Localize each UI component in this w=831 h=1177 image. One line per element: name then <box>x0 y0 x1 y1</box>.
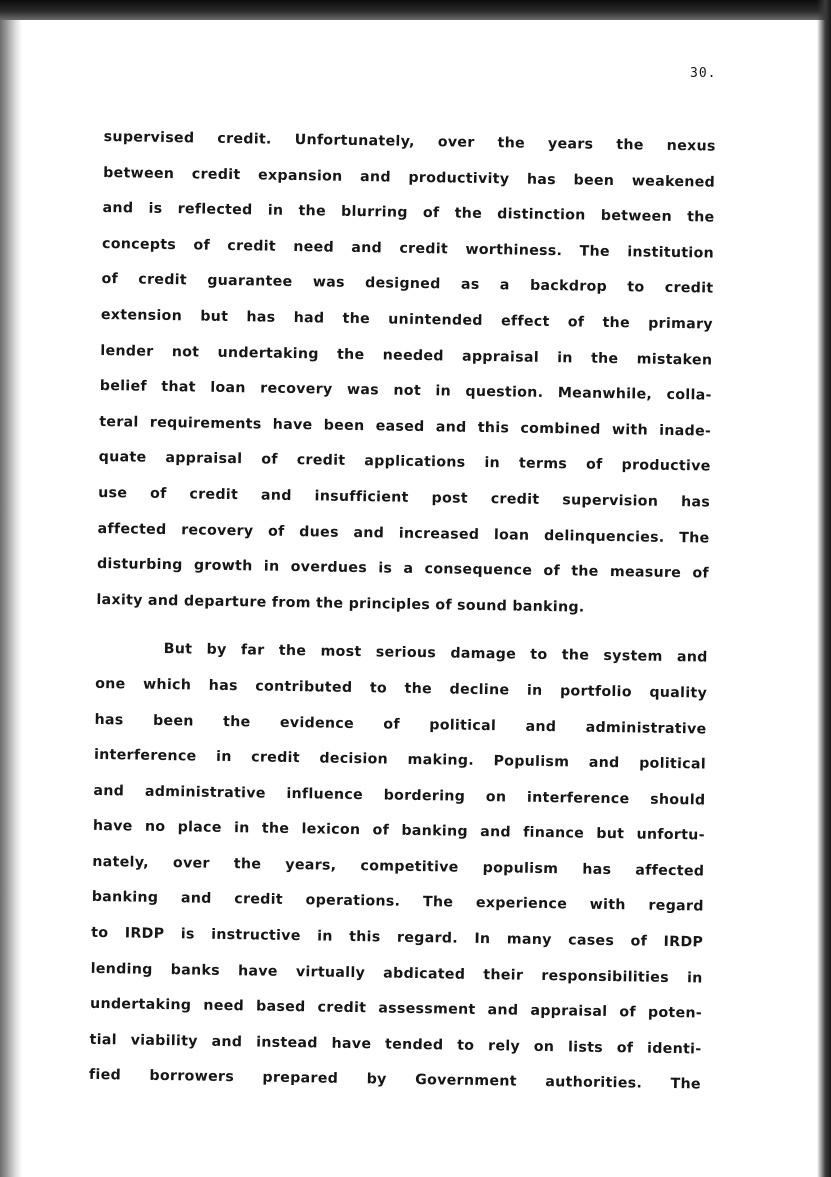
text-line: lending banks have virtually abdicated their responsibilities in <box>90 960 703 987</box>
text-line: supervised credit. Unfortunately, over the years the nexus <box>103 128 716 155</box>
text-line: banking and credit operations. The experience with regard <box>91 889 704 915</box>
text-line: affected recovery of dues and increased loan delinquencies. The <box>97 520 710 547</box>
text-line: belief that loan recovery was not in question. Meanwhile, colla- <box>99 378 712 404</box>
text-line: disturbing growth in overdues is a consequence of the measure of <box>96 556 710 582</box>
text-line: undertaking need based credit assessment and appraisal of poten- <box>89 996 703 1022</box>
scan-top-band <box>0 0 831 20</box>
text-line: of credit guarantee was designed as a backdrop to credit <box>101 271 714 297</box>
text-line: and is reflected in the blurring of the distinction between the <box>102 200 715 226</box>
text-line: extension but has had the unintended effect of the primary <box>100 306 713 333</box>
text-line: laxity and departure from the principles of sound banking. <box>96 591 585 616</box>
text-line: one which has contributed to the decline in portfolio quality <box>95 675 708 702</box>
text-line: fied borrowers prepared by Government authorities. The <box>88 1067 702 1093</box>
text-line: concepts of credit need and credit worthiness. The institution <box>101 235 715 262</box>
scan-right-shadow <box>817 0 831 1177</box>
text-line: and administrative influence bordering on interference should <box>93 782 706 809</box>
text-line: interference in credit decision making. Populism and political <box>93 747 707 773</box>
paragraph-2 <box>89 631 708 1103</box>
text-line: have no place in the lexicon of banking and finance but unfortu- <box>92 818 705 844</box>
text-line: nately, over the years, competitive populism has affected <box>92 853 705 880</box>
text-line: tial viability and instead have tended to rely on lists of identi- <box>89 1031 702 1058</box>
text-line: lender not undertaking the needed appraisal in the mistaken <box>100 342 713 369</box>
text-line: quate appraisal of credit applications in terms of productive <box>98 449 711 475</box>
text-line: has been the evidence of political and administrative <box>94 711 707 738</box>
text-line: teral requirements have been eased and this combined with inade- <box>99 413 712 440</box>
page-number: 30. <box>690 66 717 81</box>
page-body <box>89 120 716 1104</box>
text-line: But by far the most serious damage to the system and <box>163 641 708 666</box>
text-line: between credit expansion and productivity has been weakened <box>103 164 716 191</box>
paragraph-1 <box>96 120 716 628</box>
text-line: use of credit and insufficient post credit supervision has <box>98 484 711 511</box>
scan-left-edge <box>0 0 22 1177</box>
text-line: to IRDP is instructive in this regard. In many cases of IRDP <box>91 924 704 951</box>
